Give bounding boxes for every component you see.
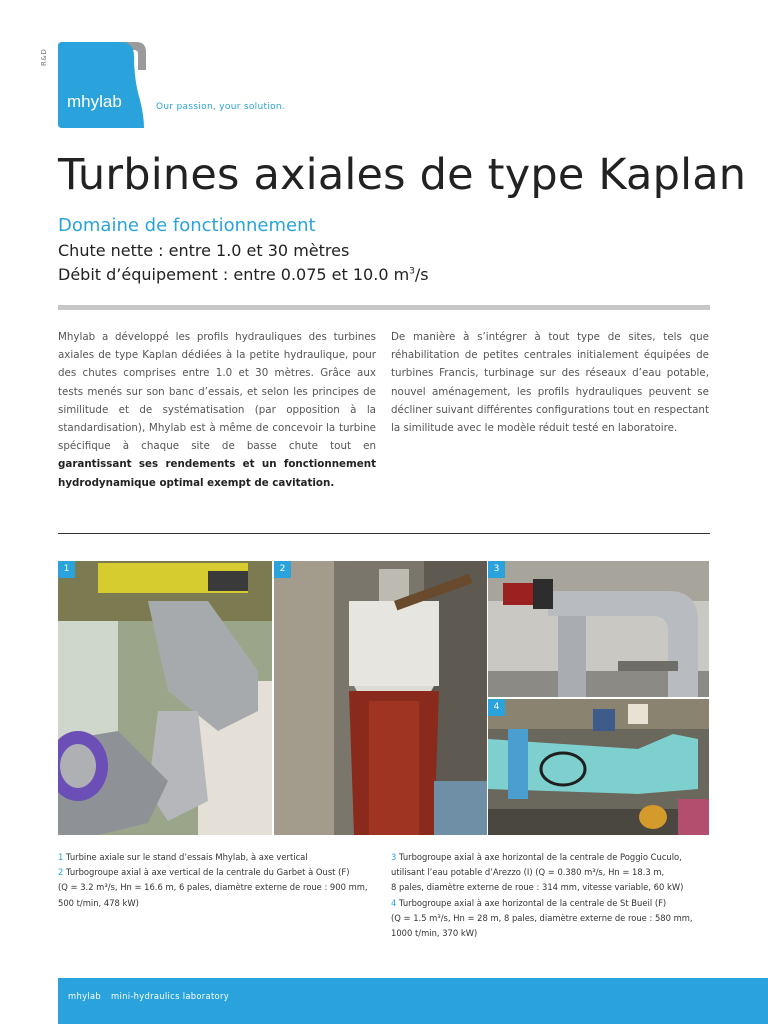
footer-text: [68, 991, 229, 1001]
photo-number-badge: 3: [488, 561, 505, 578]
caption-2-line-3: 500 t/min, 478 kW): [58, 897, 139, 908]
page-title: Turbines axiales de type Kaplan: [58, 150, 747, 200]
caption-4: 4 Turbogroupe axial à axe horizontal de la centrale de St Bueil (F): [391, 897, 667, 908]
photo-number-badge: 4: [488, 699, 505, 716]
section-tag: R&D: [40, 48, 48, 66]
caption-4-line-3: 1000 t/min, 370 kW): [391, 928, 478, 939]
section-divider: [58, 305, 710, 310]
captions-left: [58, 850, 378, 911]
tagline: Our passion, your solution.: [156, 102, 286, 112]
caption-2: 2 Turbogroupe axial à axe vertical de la centrale du Garbet à Oust (F): [58, 867, 350, 878]
photo-st-bueil-turbine: [488, 699, 709, 835]
caption-3: 3 Turbogroupe axial à axe horizontal de la centrale de Poggio Cuculo,: [391, 852, 682, 862]
caption-1: 1 Turbine axiale sur le stand d’essais Mhylab, à axe vertical: [58, 852, 308, 862]
spec-debit: Débit d’équipement : entre 0.075 et 10.0 $m^3/s$: [58, 265, 429, 284]
mhylab-logo[interactable]: [58, 40, 148, 130]
caption-3-line-2: utilisant l’eau potable d’Arezzo (I) (Q = 0.380 m³/s, Hn = 18.3 m,: [391, 867, 665, 878]
logo-text: mhylab: [67, 92, 122, 111]
captions-right: [391, 850, 711, 941]
photo-number-badge: 1: [58, 561, 75, 578]
caption-4-line-2: (Q = 1.5 m³/s, Hn = 28 m, 8 pales, diamètre externe de roue : 580 mm,: [391, 912, 693, 923]
caption-3-line-3: 8 pales, diamètre externe de roue : 314 mm, vitesse variable, 60 kW): [391, 882, 684, 893]
caption-2-line-2: (Q = 3.2 m³/s, Hn = 16.6 m, 6 pales, diamètre externe de roue : 900 mm,: [58, 882, 368, 893]
body-column-right: De manière à s’intégrer à tout type de sites, tels que réhabilitation de petites centrales initialement équipées de turbines Francis, turbinage sur des réseaux d’eau potable, nouvel aménagement, les profils hydrauliques peuvent se décliner suivant différentes configurations tout en respectant la similitude avec le modèle réduit testé en laboratoire.: [391, 331, 709, 435]
spec-chute: Chute nette : entre 1.0 et 30 mètres: [58, 241, 350, 260]
photo-garbet-turbine: [274, 561, 487, 835]
footer-brand: mhylab: [68, 991, 101, 1001]
footer-bar: [58, 978, 768, 1024]
section-subhead: Domaine de fonctionnement: [58, 215, 316, 236]
footer-lab-name: mini-hydraulics laboratory: [111, 991, 229, 1001]
photo-number-badge: 2: [274, 561, 291, 578]
photo-test-stand: [58, 561, 272, 835]
body-emphasis: garantissant ses rendements et un fonctionnement hydrodynamique optimal exempt de cavitation.: [58, 458, 376, 489]
logo-mark-icon: [58, 40, 148, 130]
content-divider: [58, 533, 710, 534]
photo-poggio-cuculo-turbine: [488, 561, 709, 697]
body-column-left: Mhylab a développé les profils hydrauliques des turbines axiales de type Kaplan dédiées à la petite hydraulique, pour des chutes comprises entre 1.0 et 30 mètres. Grâce aux tests menés sur son banc d’essais, et selon les principes de similitude et de systématisation (par opposition à la standardisation), Mhylab est à même de concevoir la turbine spécifique à chaque site de basse chute tout en garantissant ses rendements et un fonctionnement hydrodynamique optimal exempt de cavitation.: [58, 331, 376, 489]
